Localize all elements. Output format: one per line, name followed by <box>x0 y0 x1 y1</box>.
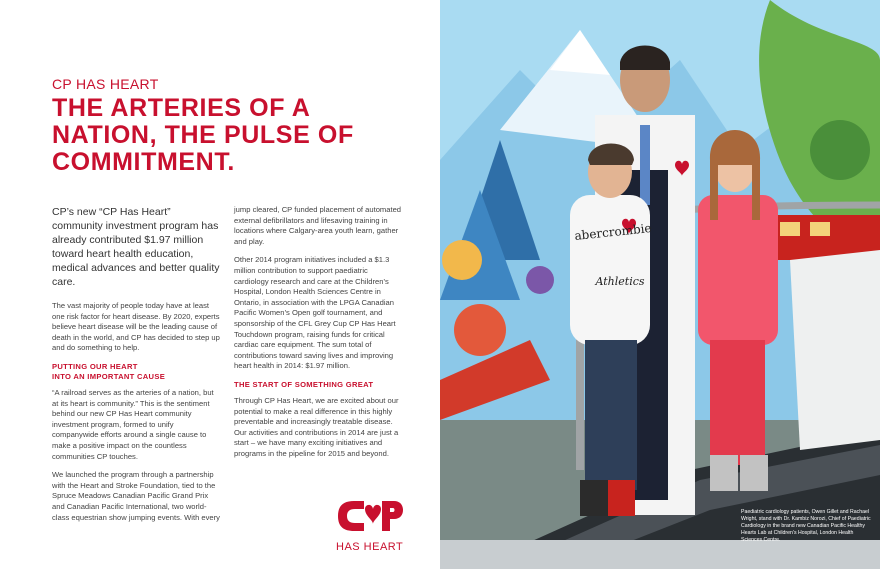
page-title: THE ARTERIES OF A NATION, THE PULSE OF COMMITMENT. <box>52 94 354 176</box>
photo <box>440 0 880 569</box>
subheading <box>52 362 222 382</box>
subheading-line: PUTTING OUR HEART <box>52 361 138 371</box>
photo-caption: Paediatric cardiology patients, Owen Gillet and Rachael Wright, stand with Dr. Kambiz Norozi, Chief of Paediatric Cardiology in the brand new Canadian Pacific Healthy Hearts Lab at Children’s Hospital, London Health Sciences Centre. <box>741 509 871 543</box>
shirt-text-bottom: Athletics <box>595 275 645 288</box>
body-paragraph: The vast majority of people today have at least one risk factor for heart disease. By 2020, experts believe heart disease will be the leading cause of death in the world, and CP has decided to step up and do something to help. <box>52 301 220 353</box>
lead-paragraph: CP’s new “CP Has Heart” community investment program has already contributed $1.97 million toward heart health education, medical advances and better quality care. <box>52 206 220 288</box>
text-column-2 <box>234 205 404 467</box>
subheading-line: INTO AN IMPORTANT CAUSE <box>52 371 166 381</box>
body-paragraph: jump cleared, CP funded placement of automated external defibrillators and lifesaving training in locations where Calgary-area youth learn, gather and play. <box>234 205 402 246</box>
section-label: CP HAS HEART <box>52 76 159 92</box>
shirt-text-top: abercrombie <box>573 220 653 244</box>
cp-logo-mark-icon <box>336 498 404 534</box>
body-paragraph: We launched the program through a partnership with the Heart and Stroke Foundation, tied to the Spruce Meadows Canadian Pacific Grand Prix and Canadian Pacific International, two world-class equestrian show jumping events. With every <box>52 470 220 522</box>
cp-has-heart-logo <box>336 498 404 553</box>
subheading: THE START OF SOMETHING GREAT <box>234 379 374 389</box>
text-column-1 <box>52 205 222 531</box>
logo-tagline: HAS HEART <box>336 541 404 553</box>
body-paragraph: “A railroad serves as the arteries of a nation, but at its heart is community.” This is the sentiment behind our new CP Has Heart community investment program, formed to unify companywide efforts around a single cause to make a positive impact on the countless communities CP touches. <box>52 387 214 461</box>
body-paragraph: Other 2014 program initiatives included a $1.3 million contribution to support paediatric cardiology research and care at the Children’s Hospital, London Health Sciences Centre in Ontario, in association with the LPGA Canadian Pacific Women’s Open golf tournament, and sponsorship of the CFL Grey Cup CP Has Heart Touchdown program, raising funds for critical cardiac care equipment. The sum total of contributions toward saving lives and improving heart health in 2014: $1.97 million. <box>234 255 396 371</box>
body-paragraph: Through CP Has Heart, we are excited about our potential to make a real difference in this highly preventable and increasingly treatable disease. Our activities and contributions in 2014 are just a start – we have many exciting initiatives and programs in the pipeline for 2015 and beyond. <box>234 395 399 458</box>
